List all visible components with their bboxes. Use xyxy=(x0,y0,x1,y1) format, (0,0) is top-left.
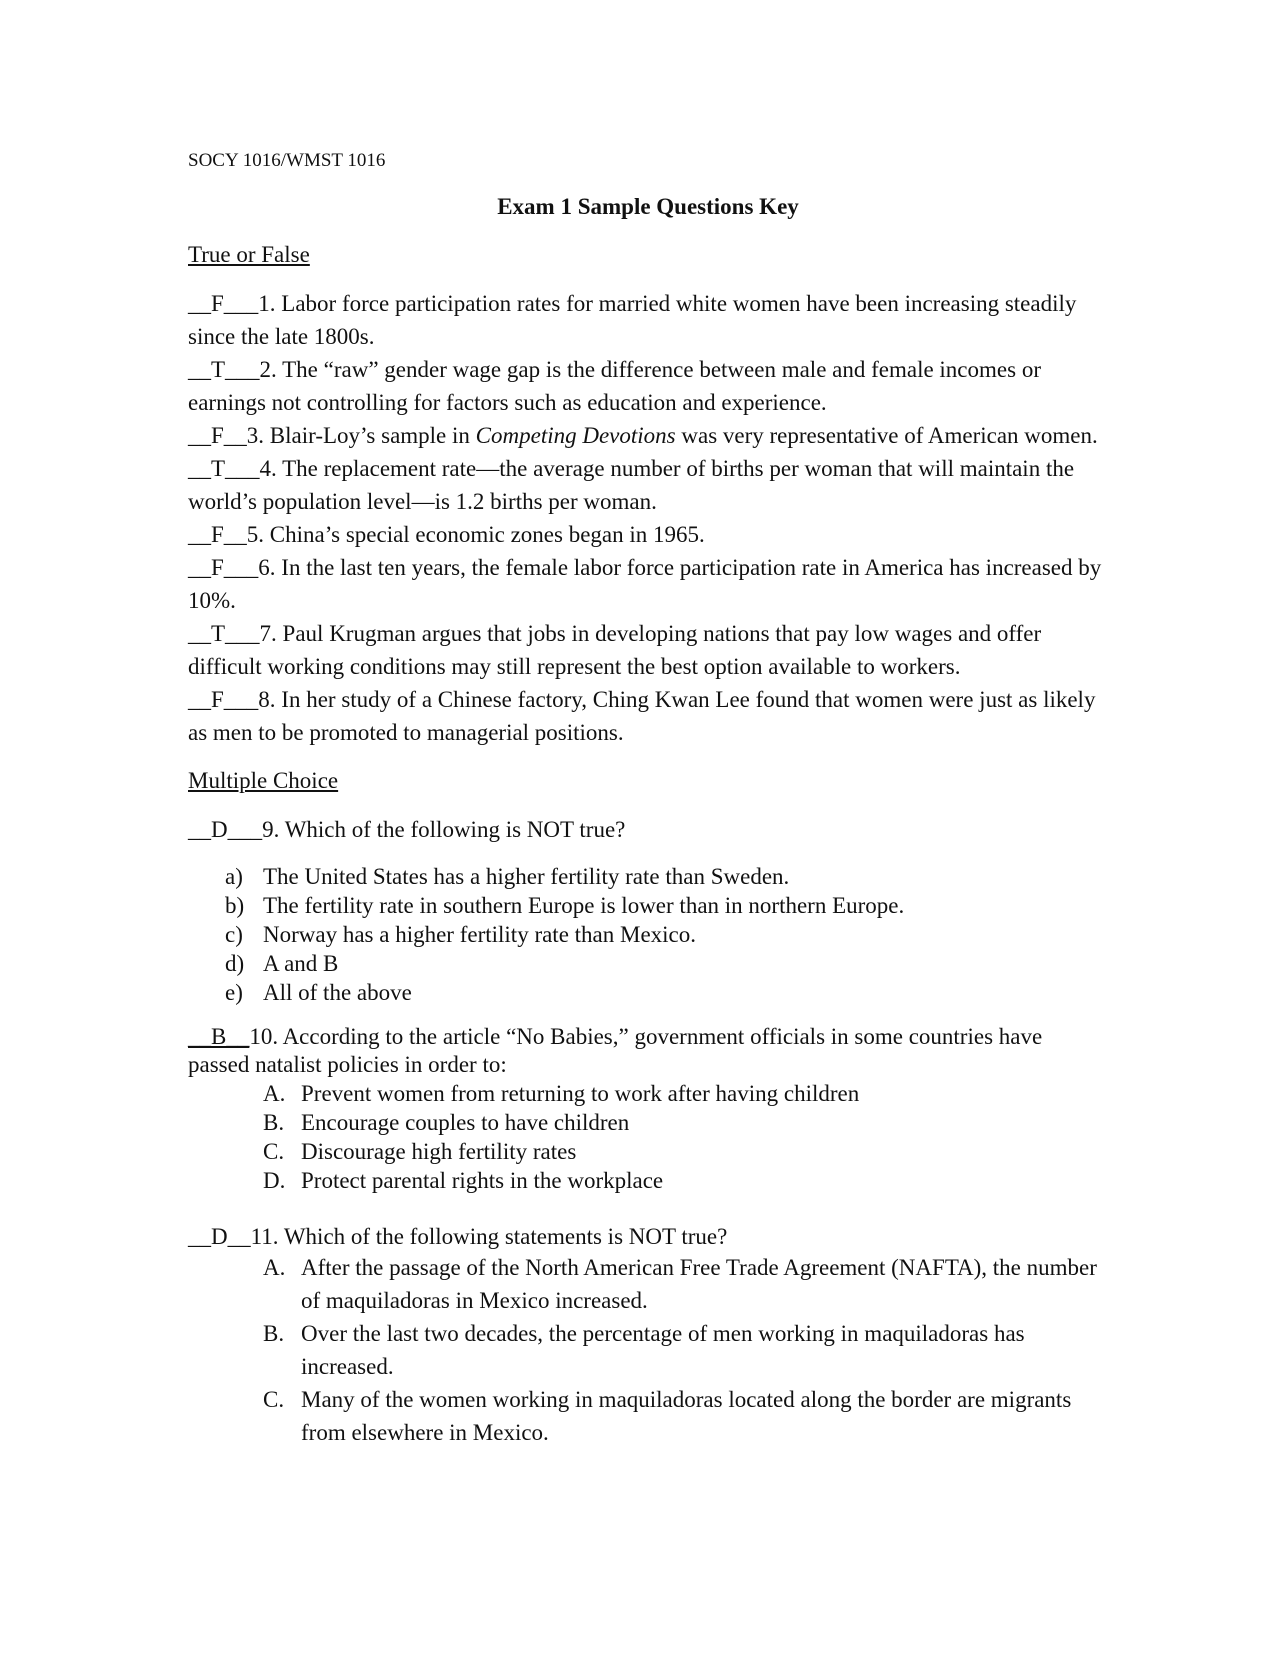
tf-question-3-book-title: Competing Devotions xyxy=(475,423,676,448)
mc-question-11-options xyxy=(263,1251,1108,1449)
mc-option: B. Encourage couples to have children xyxy=(263,1110,630,1135)
mc-option: A. Prevent women from returning to work after having children xyxy=(263,1081,860,1106)
section-heading-true-false: True or False xyxy=(188,242,310,267)
page-title: Exam 1 Sample Questions Key xyxy=(497,194,799,219)
tf-question-7: __T___7. Paul Krugman argues that jobs in developing nations that pay low wages and offer difficult working conditions may still represent the best option available to workers. xyxy=(188,621,1042,679)
document-page xyxy=(188,148,1108,1449)
tf-question-8: __F___8. In her study of a Chinese factory, Ching Kwan Lee found that women were just as likely as men to be promoted to managerial positions. xyxy=(188,687,1096,745)
tf-question-3 xyxy=(188,419,1108,452)
mc-question-10 xyxy=(188,1023,1108,1079)
tf-question-4: __T___4. The replacement rate—the average number of births per woman that will maintain the world’s population level—is 1.2 births per woman. xyxy=(188,456,1075,514)
tf-question-1: __F___1. Labor force participation rates for married white women have been increasing steadily since the late 1800s. xyxy=(188,291,1077,349)
tf-question-2: __T___2. The “raw” gender wage gap is the difference between male and female incomes or earnings not controlling for factors such as education and experience. xyxy=(188,357,1041,415)
mc-option: D. Protect parental rights in the workplace xyxy=(263,1168,664,1193)
mc-option: C. Many of the women working in maquiladoras located along the border are migrants from elsewhere in Mexico. xyxy=(263,1387,1072,1445)
mc-question-10-options xyxy=(263,1079,1108,1195)
mc-option: C. Discourage high fertility rates xyxy=(263,1139,577,1164)
tf-question-6: __F___6. In the last ten years, the female labor force participation rate in America has increased by 10%. xyxy=(188,555,1102,613)
section-heading-multiple-choice: Multiple Choice xyxy=(188,768,339,793)
mc-option: c) Norway has a higher fertility rate than Mexico. xyxy=(225,922,697,947)
mc-option: B. Over the last two decades, the percentage of men working in maquiladoras has increased. xyxy=(263,1321,1025,1379)
course-code: SOCY 1016/WMST 1016 xyxy=(188,150,386,171)
tf-question-5: __F__5. China’s special economic zones began in 1965. xyxy=(188,522,705,547)
mc-option: b) The fertility rate in southern Europe is lower than in northern Europe. xyxy=(225,893,905,918)
mc-option: A. After the passage of the North American Free Trade Agreement (NAFTA), the number of maquiladoras in Mexico increased. xyxy=(263,1255,1097,1313)
mc-question-10-answer: __B__ xyxy=(188,1024,250,1049)
tf-question-3-post: was very representative of American women. xyxy=(675,423,1098,448)
mc-option: d) A and B xyxy=(225,951,339,976)
mc-question-9: __D___9. Which of the following is NOT true? xyxy=(188,817,626,842)
mc-question-10-text: 10. According to the article “No Babies,” government officials in some countries have passed natalist policies in order to: xyxy=(188,1024,1043,1077)
true-false-list xyxy=(188,287,1108,749)
mc-option: a) The United States has a higher fertility rate than Sweden. xyxy=(225,864,790,889)
mc-question-11: __D__11. Which of the following statements is NOT true? xyxy=(188,1224,728,1249)
mc-option: e) All of the above xyxy=(225,980,412,1005)
mc-question-9-options xyxy=(225,862,1108,1007)
tf-question-3-pre: __F__3. Blair-Loy’s sample in xyxy=(188,423,476,448)
